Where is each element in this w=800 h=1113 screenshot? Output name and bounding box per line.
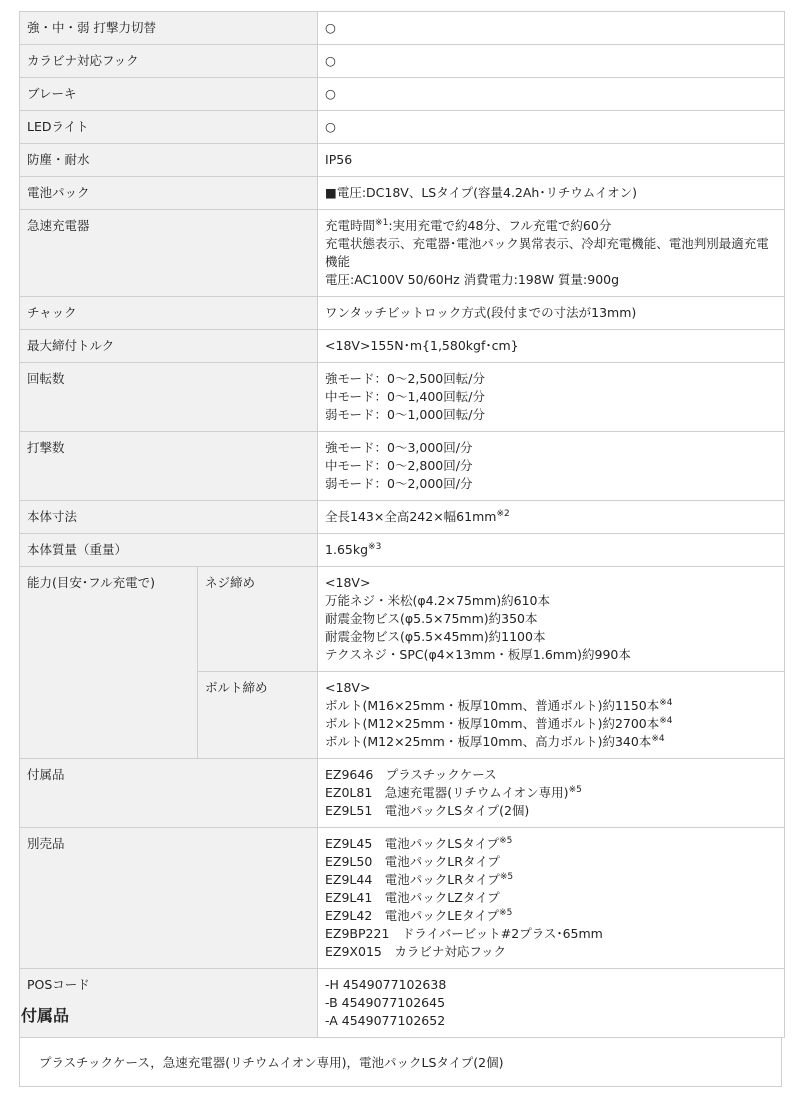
spec-value-text: ボルト(M16×25mm・板厚10mm、普通ボルト)約1150本 <box>325 698 660 713</box>
spec-value-text: 中モード：0～2,800回/分 <box>325 458 473 473</box>
spec-value <box>318 501 785 534</box>
spec-row <box>20 363 785 432</box>
spec-value <box>318 330 785 363</box>
spec-value-text: 強モード：0～3,000回/分 <box>325 440 473 455</box>
spec-label: 付属品 <box>20 759 318 828</box>
spec-value-line <box>325 646 777 664</box>
spec-value-line <box>325 337 777 355</box>
footnote-mark: ※2 <box>496 508 510 519</box>
spec-value-text: 全長143×全高242×幅61mm <box>325 509 497 524</box>
spec-value-line <box>325 889 777 907</box>
spec-value-text: 充電時間 <box>325 218 376 233</box>
spec-value-text: ボルト(M12×25mm・板厚10mm、普通ボルト)約2700本 <box>325 716 660 731</box>
spec-value-line <box>325 1012 777 1030</box>
spec-value-line <box>325 388 777 406</box>
spec-row <box>20 45 785 78</box>
spec-label: POSコード <box>20 969 318 1038</box>
spec-value <box>318 45 785 78</box>
spec-value <box>318 828 785 969</box>
spec-value-text: EZ9L41 電池パックLZタイプ <box>325 890 500 905</box>
spec-value-line <box>325 853 777 871</box>
spec-value-line <box>325 271 777 289</box>
spec-value-line <box>325 52 777 70</box>
spec-value-text: 耐震金物ビス(φ5.5×75mm)約350本 <box>325 611 538 626</box>
spec-value-text: ○ <box>325 53 336 68</box>
spec-row <box>20 144 785 177</box>
spec-row-capacity <box>20 567 785 672</box>
spec-value-line <box>325 802 777 820</box>
spec-label: 別売品 <box>20 828 318 969</box>
spec-value-line <box>325 370 777 388</box>
spec-value-text: EZ9L50 電池パックLRタイプ <box>325 854 500 869</box>
footnote-mark: ※1 <box>375 217 389 228</box>
spec-value <box>318 432 785 501</box>
spec-value-text: EZ9BP221 ドライバービット#2プラス･65mm <box>325 926 603 941</box>
spec-value-line <box>325 184 777 202</box>
spec-value-line <box>325 907 777 925</box>
spec-value <box>318 210 785 297</box>
spec-value <box>318 78 785 111</box>
spec-table <box>19 11 785 1038</box>
spec-value-line <box>325 304 777 322</box>
spec-value-text: -B 4549077102645 <box>325 995 446 1010</box>
footnote-mark: ※5 <box>499 907 513 918</box>
spec-value-text: <18V> <box>325 575 371 590</box>
footnote-mark: ※4 <box>659 697 673 708</box>
spec-value-text: 万能ネジ・米松(φ4.2×75mm)約610本 <box>325 593 550 608</box>
spec-label: 本体質量（重量） <box>20 534 318 567</box>
spec-value-line <box>325 943 777 961</box>
spec-value-line <box>325 715 777 733</box>
spec-value-line <box>325 457 777 475</box>
spec-row <box>20 12 785 45</box>
spec-value-line <box>325 628 777 646</box>
spec-value-line <box>325 85 777 103</box>
spec-label: ブレーキ <box>20 78 318 111</box>
spec-value-line <box>325 217 777 235</box>
spec-value-text: -A 4549077102652 <box>325 1013 446 1028</box>
spec-value-text: IP56 <box>325 152 353 167</box>
spec-label: 回転数 <box>20 363 318 432</box>
spec-value-line <box>325 733 777 751</box>
spec-value <box>318 672 785 759</box>
spec-value-text: EZ9L45 電池パックLSタイプ <box>325 836 500 851</box>
spec-value <box>318 111 785 144</box>
spec-row <box>20 432 785 501</box>
spec-value-line <box>325 475 777 493</box>
spec-value-text: :実用充電で約48分、フル充電で約60分 <box>388 218 612 233</box>
spec-value <box>318 144 785 177</box>
spec-value-text: 中モード：0～1,400回転/分 <box>325 389 485 404</box>
spec-value-text: ○ <box>325 86 336 101</box>
spec-value-line <box>325 406 777 424</box>
spec-value-text: ワンタッチビットロック方式(段付までの寸法が13mm) <box>325 305 637 320</box>
spec-value-line <box>325 697 777 715</box>
spec-value-text: EZ9L44 電池パックLRタイプ <box>325 872 500 887</box>
spec-label: 打撃数 <box>20 432 318 501</box>
spec-value-text: EZ0L81 急速充電器(リチウムイオン専用) <box>325 785 569 800</box>
spec-value <box>318 759 785 828</box>
spec-value-line <box>325 610 777 628</box>
spec-row <box>20 330 785 363</box>
spec-row <box>20 534 785 567</box>
spec-value-line <box>325 235 777 271</box>
spec-value-line <box>325 994 777 1012</box>
spec-value-text: テクスネジ・SPC(φ4×13mm・板厚1.6mm)約990本 <box>325 647 631 662</box>
spec-label: 強・中・弱 打撃力切替 <box>20 12 318 45</box>
spec-label: カラビナ対応フック <box>20 45 318 78</box>
spec-label: 防塵・耐水 <box>20 144 318 177</box>
spec-label: 電池パック <box>20 177 318 210</box>
footnote-mark: ※5 <box>499 871 514 882</box>
footnote-mark: ※4 <box>651 733 665 744</box>
spec-label: 急速充電器 <box>20 210 318 297</box>
spec-row <box>20 969 785 1038</box>
spec-value-line <box>325 592 777 610</box>
footnote-mark: ※5 <box>499 835 513 846</box>
footnote-mark: ※4 <box>659 715 673 726</box>
spec-sublabel: ボルト締め <box>198 672 318 759</box>
spec-value-text: EZ9L42 電池パックLEタイプ <box>325 908 500 923</box>
spec-value-text: ボルト(M12×25mm・板厚10mm、高力ボルト)約340本 <box>325 734 652 749</box>
spec-value-line <box>325 574 777 592</box>
spec-value-line <box>325 925 777 943</box>
spec-value <box>318 297 785 330</box>
spec-table-body <box>20 12 785 1038</box>
spec-value-text: 電圧:AC100V 50/60Hz 消費電力:198W 質量:900g <box>325 272 620 287</box>
spec-value-text: EZ9L51 電池パックLSタイプ(2個) <box>325 803 530 818</box>
spec-value-line <box>325 508 777 526</box>
spec-value <box>318 12 785 45</box>
spec-label: 本体寸法 <box>20 501 318 534</box>
spec-value-line <box>325 679 777 697</box>
spec-value-text: 1.65kg <box>325 542 369 557</box>
spec-sublabel: ネジ締め <box>198 567 318 672</box>
spec-value-text: 強モード：0～2,500回転/分 <box>325 371 485 386</box>
spec-value-text: -H 4549077102638 <box>325 977 447 992</box>
footnote-mark: ※3 <box>368 541 382 552</box>
spec-value-line <box>325 151 777 169</box>
spec-value-line <box>325 871 777 889</box>
spec-value <box>318 363 785 432</box>
spec-value-text: <18V>155N･m{1,580kgf･cm} <box>325 338 519 353</box>
spec-label: チャック <box>20 297 318 330</box>
spec-label: 最大締付トルク <box>20 330 318 363</box>
spec-value-line <box>325 976 777 994</box>
spec-value-text: ○ <box>325 119 336 134</box>
accessories-box <box>19 1037 782 1087</box>
spec-label: 能力(目安･フル充電で) <box>20 567 198 759</box>
accessories-text: プラスチックケース，急速充電器(リチウムイオン専用)，電池パックLSタイプ(2個) <box>39 1055 504 1070</box>
spec-row <box>20 297 785 330</box>
spec-value-text: ○ <box>325 20 336 35</box>
spec-value-text: 弱モード：0～1,000回転/分 <box>325 407 485 422</box>
spec-value <box>318 567 785 672</box>
spec-value <box>318 534 785 567</box>
spec-row <box>20 177 785 210</box>
spec-value-text: EZ9X015 カラビナ対応フック <box>325 944 506 959</box>
spec-value-text: <18V> <box>325 680 371 695</box>
spec-value-line <box>325 784 777 802</box>
spec-value-text: ■電圧:DC18V、LSタイプ(容量4.2Ah･リチウムイオン) <box>325 185 637 200</box>
spec-value-line <box>325 541 777 559</box>
spec-value-line <box>325 766 777 784</box>
spec-row <box>20 759 785 828</box>
spec-value-line <box>325 835 777 853</box>
spec-label: LEDライト <box>20 111 318 144</box>
spec-value-line <box>325 19 777 37</box>
spec-row <box>20 210 785 297</box>
accessories-heading: 付属品 <box>21 1006 70 1025</box>
spec-row <box>20 501 785 534</box>
spec-value-text: 耐震金物ビス(φ5.5×45mm)約1100本 <box>325 629 546 644</box>
spec-value <box>318 969 785 1038</box>
spec-value <box>318 177 785 210</box>
spec-row <box>20 828 785 969</box>
spec-value-line <box>325 118 777 136</box>
footnote-mark: ※5 <box>568 784 582 795</box>
spec-value-text: 弱モード：0～2,000回/分 <box>325 476 473 491</box>
spec-value-line <box>325 439 777 457</box>
spec-row <box>20 78 785 111</box>
spec-value-text: 充電状態表示、充電器･電池パック異常表示、冷却充電機能、電池判別最適充電機能 <box>325 236 769 269</box>
spec-value-text: EZ9646 プラスチックケース <box>325 767 497 782</box>
spec-row <box>20 111 785 144</box>
